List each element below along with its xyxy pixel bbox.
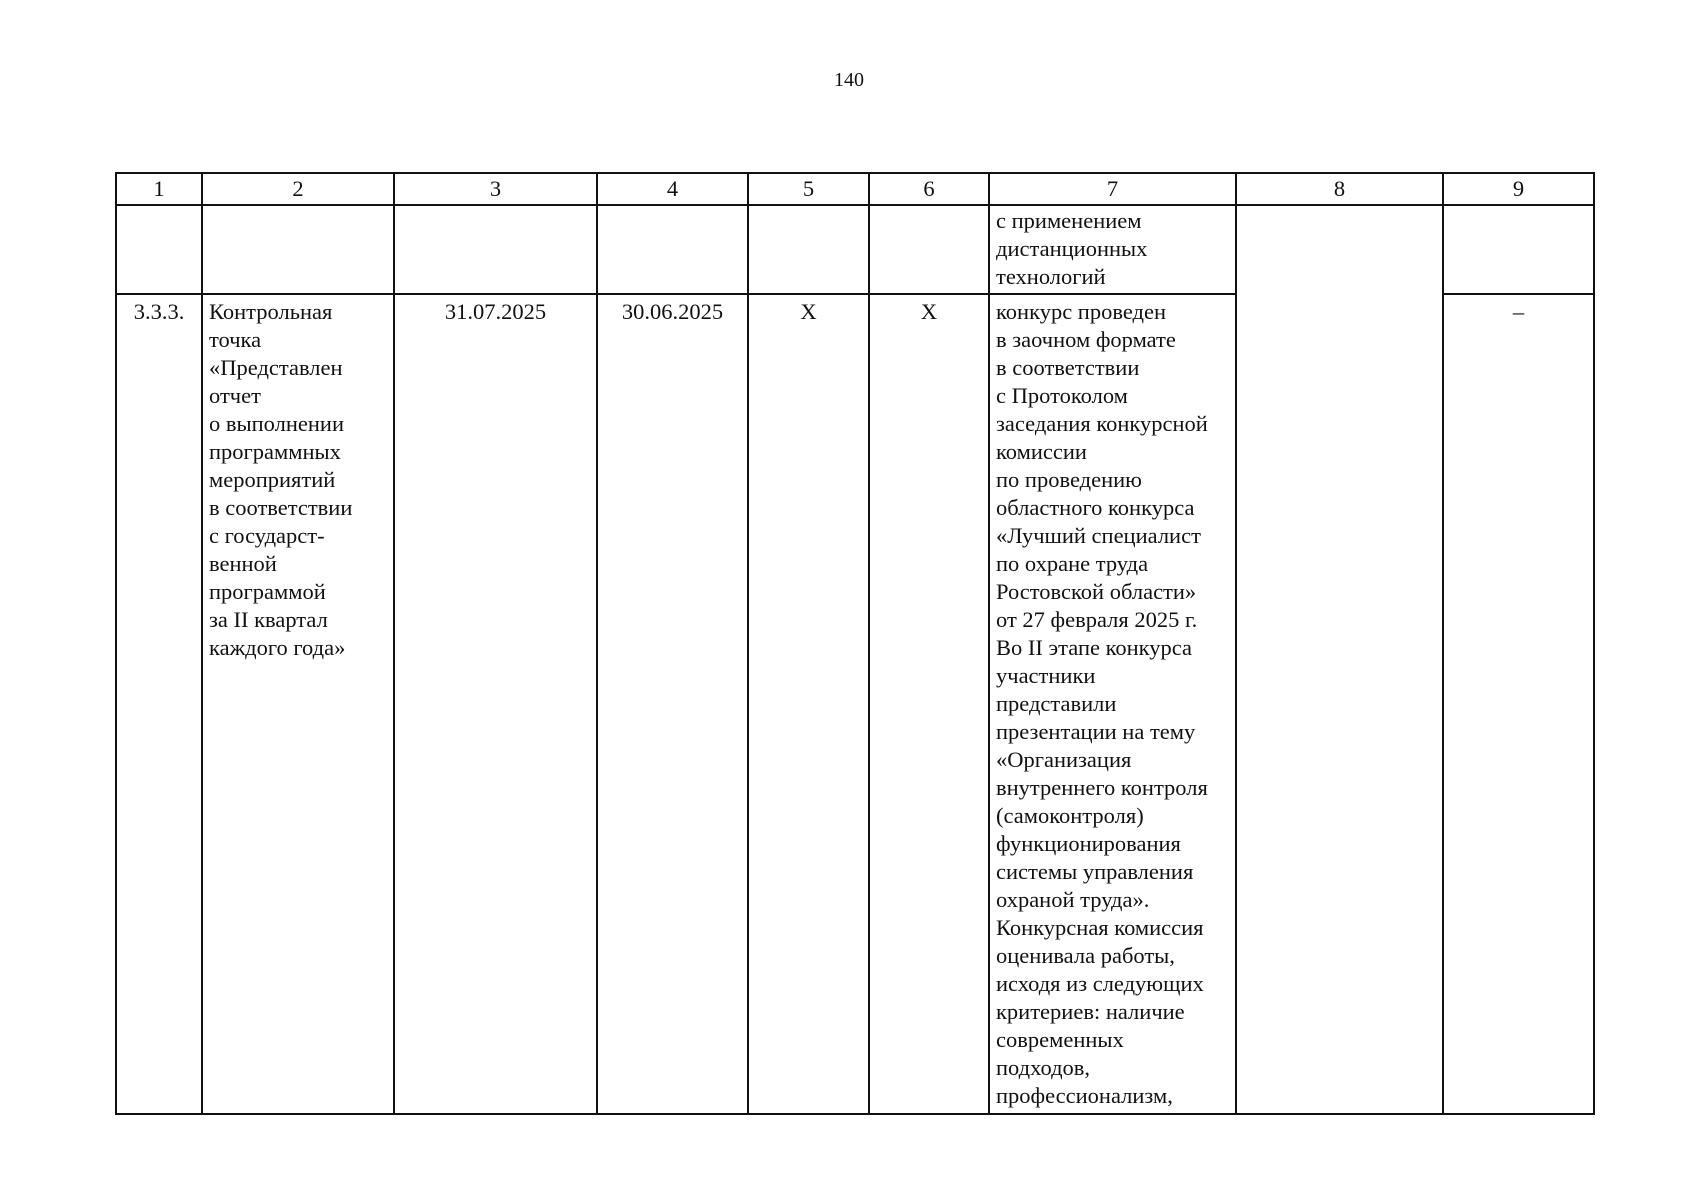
- cont-cell-col-1: [116, 205, 202, 294]
- col7-line: с Протоколом: [996, 383, 1128, 408]
- col2-line: «Представлен: [209, 355, 343, 380]
- col7-line: системы управления: [996, 859, 1194, 884]
- results-description-cell: [989, 294, 1236, 1114]
- header-cell-col-9: 9: [1443, 173, 1594, 205]
- cont-cell-col-6: [869, 205, 989, 294]
- col7-line: функционирования: [996, 831, 1181, 856]
- col2-line: за II квартал: [209, 607, 328, 632]
- actual-date-cell: 30.06.2025: [597, 294, 748, 1114]
- col7-line: участники: [996, 663, 1096, 688]
- table-row-continuation: [116, 205, 1594, 294]
- col2-line: в соответствии: [209, 495, 353, 520]
- col7-line: от 27 февраля 2025 г.: [996, 607, 1198, 632]
- col7-line: исходя из следующих: [996, 971, 1204, 996]
- header-cell-col-8: 8: [1236, 173, 1443, 205]
- col2-line: программой: [209, 579, 326, 604]
- col7-line: в заочном формате: [996, 327, 1176, 352]
- col7-line: оценивала работы,: [996, 943, 1175, 968]
- header-cell-col-2: 2: [202, 173, 394, 205]
- col-9-cell: –: [1443, 294, 1594, 1114]
- planned-date-cell: 31.07.2025: [394, 294, 597, 1114]
- col7-line: областного конкурса: [996, 495, 1195, 520]
- col7-line: (самоконтроля): [996, 803, 1144, 828]
- control-point-description-cell: [202, 294, 394, 1114]
- col7-line: современных: [996, 1027, 1124, 1052]
- col7-line: внутреннего контроля: [996, 775, 1208, 800]
- header-cell-col-4: 4: [597, 173, 748, 205]
- col7-line: по проведению: [996, 467, 1142, 492]
- col7-line: в соответствии: [996, 355, 1140, 380]
- col2-line: Контрольная: [209, 299, 333, 324]
- col7-line: профессионализм,: [996, 1083, 1173, 1108]
- col7-line: комиссии: [996, 439, 1087, 464]
- cont-cell-col-7: [989, 205, 1236, 294]
- col2-line: каждого года»: [209, 635, 346, 660]
- col2-line: о выполнении: [209, 411, 344, 436]
- col7-line: «Организация: [996, 747, 1132, 772]
- header-cell-col-3: 3: [394, 173, 597, 205]
- report-table: [115, 172, 1595, 1115]
- col7-line: Конкурсная комиссия: [996, 915, 1204, 940]
- col7-line: Во II этапе конкурса: [996, 635, 1193, 660]
- cell-col-8-merged: [1236, 205, 1443, 1114]
- cont-cell-col-2: [202, 205, 394, 294]
- header-cell-col-1: 1: [116, 173, 202, 205]
- header-cell-col-5: 5: [748, 173, 869, 205]
- col7-line: подходов,: [996, 1055, 1091, 1080]
- cont-col7-line: с применением: [996, 208, 1142, 233]
- col2-line: венной: [209, 551, 277, 576]
- col-6-cell: Х: [869, 294, 989, 1114]
- cont-cell-col-3: [394, 205, 597, 294]
- col-5-cell: Х: [748, 294, 869, 1114]
- col7-line: по охране труда: [996, 551, 1149, 576]
- cont-col7-line: дистанционных: [996, 236, 1148, 261]
- cont-cell-col-5: [748, 205, 869, 294]
- col2-line: мероприятий: [209, 467, 336, 492]
- header-cell-col-6: 6: [869, 173, 989, 205]
- table-header-row: [116, 173, 1594, 205]
- cont-cell-col-9: [1443, 205, 1594, 294]
- col7-line: охраной труда».: [996, 887, 1150, 912]
- col7-line: заседания конкурсной: [996, 411, 1208, 436]
- col7-line: конкурс проведен: [996, 299, 1167, 324]
- col2-line: отчет: [209, 383, 261, 408]
- page-number: 140: [834, 69, 864, 91]
- col2-line: с государст-: [209, 523, 325, 548]
- cont-col7-line: технологий: [996, 264, 1106, 289]
- item-number-cell: 3.3.3.: [116, 294, 202, 1114]
- col7-line: представили: [996, 691, 1117, 716]
- col2-line: программных: [209, 439, 341, 464]
- col7-line: «Лучший специалист: [996, 523, 1201, 548]
- col7-line: Ростовской области»: [996, 579, 1197, 604]
- col7-line: презентации на тему: [996, 719, 1196, 744]
- header-cell-col-7: 7: [989, 173, 1236, 205]
- col2-line: точка: [209, 327, 262, 352]
- col7-line: критериев: наличие: [996, 999, 1185, 1024]
- cont-cell-col-4: [597, 205, 748, 294]
